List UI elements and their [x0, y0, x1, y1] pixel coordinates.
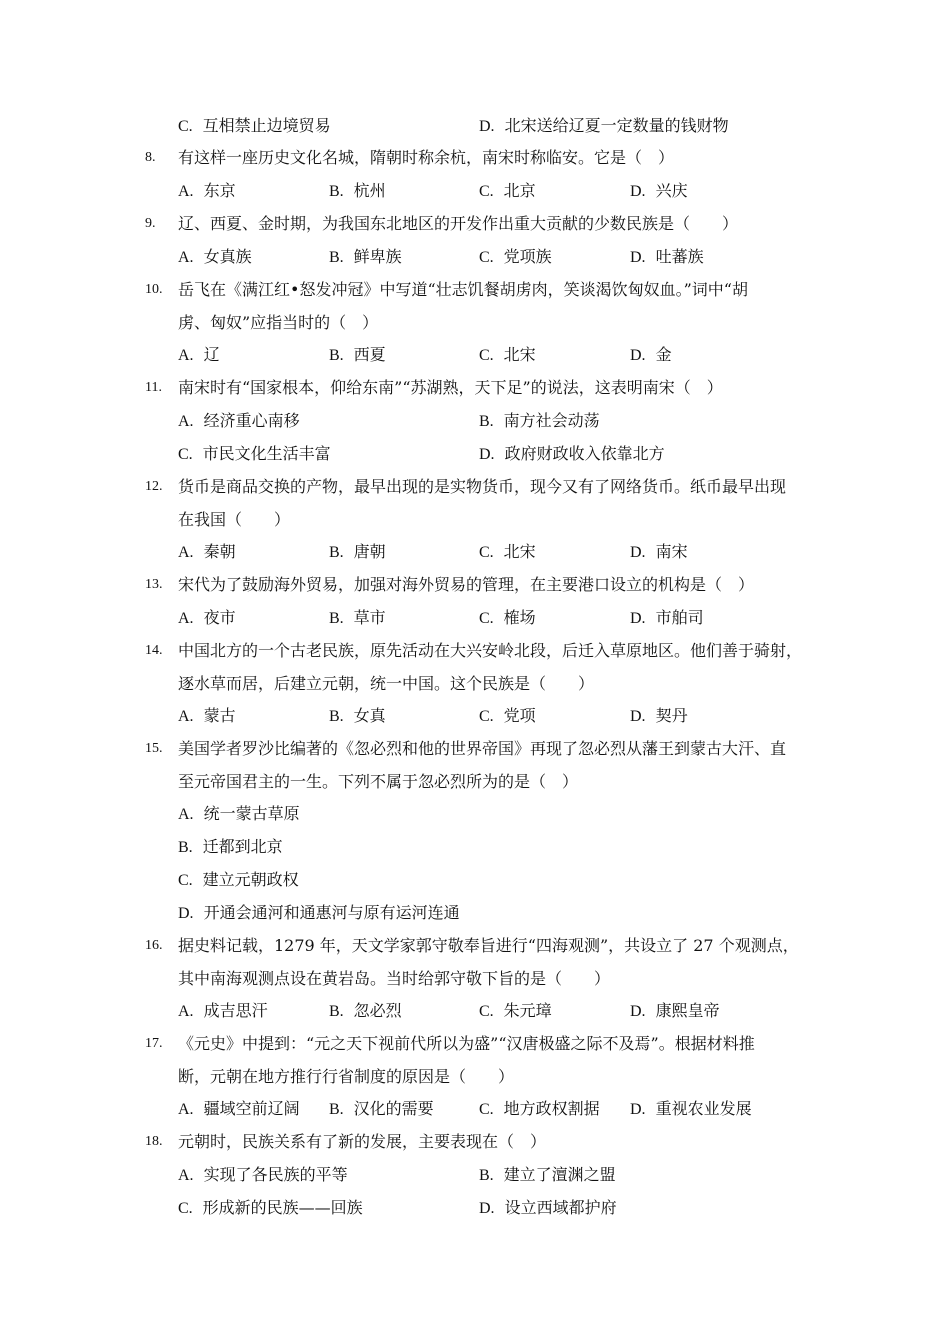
question-number: 10. — [145, 282, 163, 297]
option-a: A. 夜市 — [178, 608, 236, 627]
question-number: 12. — [145, 479, 163, 494]
option-c: C. 党项 — [479, 706, 536, 725]
option-c: C. 市民文化生活丰富 — [178, 444, 331, 463]
question-stem: 至元帝国君主的一生。下列不属于忽必烈所为的是（ ） — [178, 772, 579, 791]
question-stem: 元朝时，民族关系有了新的发展，主要表现在（ ） — [178, 1132, 547, 1151]
option-a: A. 统一蒙古草原 — [178, 804, 300, 823]
option-b: B. 杭州 — [329, 181, 386, 200]
option-c: C. 形成新的民族——回族 — [178, 1198, 363, 1217]
question-number: 14. — [145, 643, 163, 658]
option-d: D. 兴庆 — [630, 181, 688, 200]
option-d: D. 市舶司 — [630, 608, 704, 627]
question-stem: 货币是商品交换的产物，最早出现的是实物货币，现今又有了网络货币。纸币最早出现 — [178, 477, 787, 496]
option-b: B. 迁都到北京 — [178, 837, 283, 856]
question-number: 8. — [145, 150, 156, 165]
option-d: D. 契丹 — [630, 706, 688, 725]
option-d: D. 吐蕃族 — [630, 247, 704, 266]
question-number: 13. — [145, 577, 163, 592]
option-b: B. 南方社会动荡 — [479, 411, 600, 430]
option-a: A. 东京 — [178, 181, 236, 200]
option-a: A. 辽 — [178, 345, 220, 364]
option-c: C. 北宋 — [479, 345, 536, 364]
option-d: D. 南宋 — [630, 542, 688, 561]
option-d: D. 开通会通河和通惠河与原有运河连通 — [178, 903, 460, 922]
option-b: B. 鲜卑族 — [329, 247, 402, 266]
option-a: A. 疆域空前辽阔 — [178, 1099, 300, 1118]
option-b: B. 建立了澶渊之盟 — [479, 1165, 616, 1184]
question-stem: 断，元朝在地方推行行省制度的原因是（ ） — [178, 1067, 515, 1086]
option-c: C. 互相禁止边境贸易 — [178, 116, 331, 135]
option-d: D. 北宋送给辽夏一定数量的钱财物 — [479, 116, 729, 135]
question-stem: 有这样一座历史文化名城，隋朝时称余杭，南宋时称临安。它是（ ） — [178, 148, 675, 167]
question-number: 17. — [145, 1036, 163, 1051]
option-d: D. 康熙皇帝 — [630, 1001, 720, 1020]
question-stem: 中国北方的一个古老民族，原先活动在大兴安岭北段，后迁入草原地区。他们善于骑射， — [178, 641, 803, 660]
question-stem: 辽、西夏、金时期，为我国东北地区的开发作出重大贡献的少数民族是（ ） — [178, 214, 739, 233]
question-stem: 虏、匈奴”应指当时的（ ） — [178, 313, 379, 332]
option-a: A. 女真族 — [178, 247, 252, 266]
option-a: A. 实现了各民族的平等 — [178, 1165, 348, 1184]
option-a: A. 秦朝 — [178, 542, 236, 561]
question-number: 9. — [145, 216, 156, 231]
option-c: C. 建立元朝政权 — [178, 870, 299, 889]
question-stem: 美国学者罗沙比编著的《忽必烈和他的世界帝国》再现了忽必烈从藩王到蒙古大汗、直 — [178, 739, 787, 758]
option-b: B. 西夏 — [329, 345, 386, 364]
option-c: C. 北宋 — [479, 542, 536, 561]
question-number: 15. — [145, 741, 163, 756]
question-stem: 在我国（ ） — [178, 510, 291, 529]
question-stem: 南宋时有“国家根本，仰给东南”“苏湖熟，天下足”的说法，这表明南宋（ ） — [178, 378, 723, 397]
question-stem: 据史料记载，1279 年，天文学家郭守敬奉旨进行“四海观测”，共设立了 27 个观测点， — [178, 936, 799, 955]
question-number: 16. — [145, 938, 163, 953]
option-b: B. 忽必烈 — [329, 1001, 402, 1020]
option-d: D. 重视农业发展 — [630, 1099, 752, 1118]
question-number: 18. — [145, 1134, 163, 1149]
option-c: C. 榷场 — [479, 608, 536, 627]
question-stem: 其中南海观测点设在黄岩岛。当时给郭守敬下旨的是（ ） — [178, 969, 611, 988]
option-d: D. 金 — [630, 345, 672, 364]
option-b: B. 草市 — [329, 608, 386, 627]
option-b: B. 女真 — [329, 706, 386, 725]
option-c: C. 朱元璋 — [479, 1001, 552, 1020]
question-stem: 《元史》中提到：“元之天下视前代所以为盛”“汉唐极盛之际不及焉”。根据材料推 — [178, 1034, 755, 1053]
option-c: C. 地方政权割据 — [479, 1099, 600, 1118]
option-a: A. 成吉思汗 — [178, 1001, 268, 1020]
question-stem: 逐水草而居，后建立元朝，统一中国。这个民族是（ ） — [178, 674, 595, 693]
question-stem: 宋代为了鼓励海外贸易，加强对海外贸易的管理，在主要港口设立的机构是（ ） — [178, 575, 755, 594]
option-d: D. 政府财政收入依靠北方 — [479, 444, 665, 463]
option-c: C. 北京 — [479, 181, 536, 200]
option-a: A. 蒙古 — [178, 706, 236, 725]
option-b: B. 唐朝 — [329, 542, 386, 561]
option-b: B. 汉化的需要 — [329, 1099, 434, 1118]
question-number: 11. — [145, 380, 162, 395]
option-c: C. 党项族 — [479, 247, 552, 266]
option-d: D. 设立西域都护府 — [479, 1198, 617, 1217]
option-a: A. 经济重心南移 — [178, 411, 300, 430]
question-stem: 岳飞在《满江红•怒发冲冠》中写道“壮志饥餐胡虏肉，笑谈渴饮匈奴血。”词中“胡 — [178, 280, 748, 299]
